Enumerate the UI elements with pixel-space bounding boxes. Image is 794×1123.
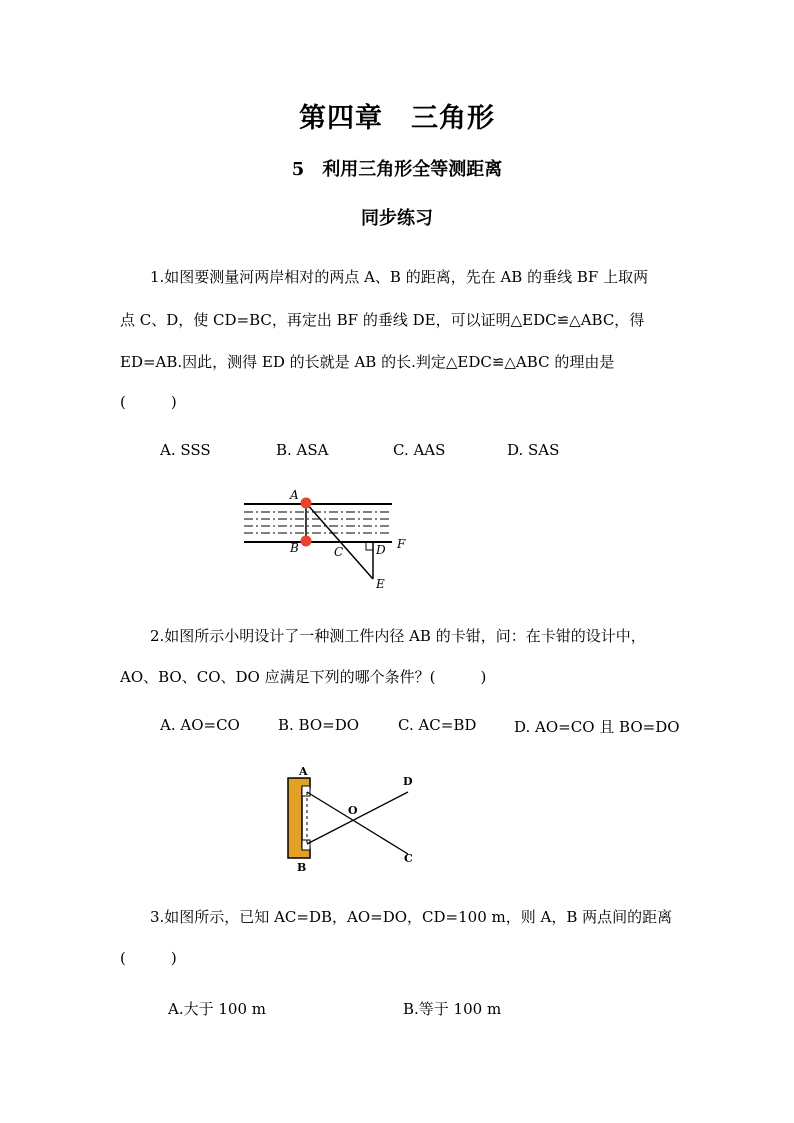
label-c: C: [334, 545, 344, 559]
river-water: [244, 512, 392, 533]
label-c: C: [404, 852, 413, 865]
label-b: B: [297, 861, 307, 874]
q1-option-a: A. SSS: [160, 441, 211, 459]
practice-title: 同步练习: [361, 208, 433, 229]
q1-line-1: 1.如图要测量河两岸相对的两点 A、B 的距离，先在 AB 的垂线 BF 上取两: [150, 268, 649, 286]
label-d: D: [403, 775, 413, 788]
q2-option-c: C. AC=BD: [398, 716, 477, 734]
q1-option-d: D. SAS: [507, 441, 560, 459]
q3-line-1: 3.如图所示，已知 AC=DB，AO=DO，CD=100 m，则 A，B 两点间的距离: [150, 908, 673, 926]
q2-line-1: 2.如图所示小明设计了一种测工件内径 AB 的卡钳，问：在卡钳的设计中，: [150, 627, 646, 645]
right-angle-mark: [366, 542, 373, 550]
q2-option-a: A. AO=CO: [160, 716, 240, 734]
q3-option-a: A.大于 100 m: [168, 1000, 266, 1018]
jaw-top: [302, 786, 310, 796]
label-o: O: [348, 804, 358, 817]
q1-option-c: C. AAS: [393, 441, 446, 459]
arm-bd: [307, 792, 408, 844]
point-b-marker: [301, 536, 312, 547]
chapter-title: 第四章 三角形: [299, 103, 495, 134]
point-a-marker: [301, 498, 312, 509]
q1-line-2: 点 C、D，使 CD=BC，再定出 BF 的垂线 DE，可以证明△EDC≌△ABC，得: [120, 311, 645, 329]
q2-option-d: D. AO=CO 且 BO=DO: [514, 718, 680, 736]
arm-ac: [307, 792, 408, 854]
label-d: D: [376, 543, 386, 557]
q1-river-figure: [236, 484, 426, 594]
q2-line-2: AO、BO、CO、DO 应满足下列的哪个条件？( ): [120, 668, 487, 686]
q1-option-b: B. ASA: [276, 441, 329, 459]
label-e: E: [376, 577, 385, 591]
q1-answer-blank: ( ): [120, 393, 177, 411]
q3-option-b: B.等于 100 m: [403, 1000, 502, 1018]
section-title: 5 利用三角形全等测距离: [291, 159, 503, 180]
q2-option-b: B. BO=DO: [278, 716, 360, 734]
q3-answer-blank: ( ): [120, 949, 177, 967]
label-a: A: [299, 765, 308, 778]
label-b: B: [290, 541, 299, 555]
label-a: A: [290, 488, 299, 502]
jaw-bottom: [302, 840, 310, 850]
q1-line-3: ED=AB.因此，测得 ED 的长就是 AB 的长.判定△EDC≌△ABC 的理由是: [120, 353, 615, 371]
label-f: F: [397, 537, 406, 551]
q2-caliper-figure: [280, 758, 430, 876]
